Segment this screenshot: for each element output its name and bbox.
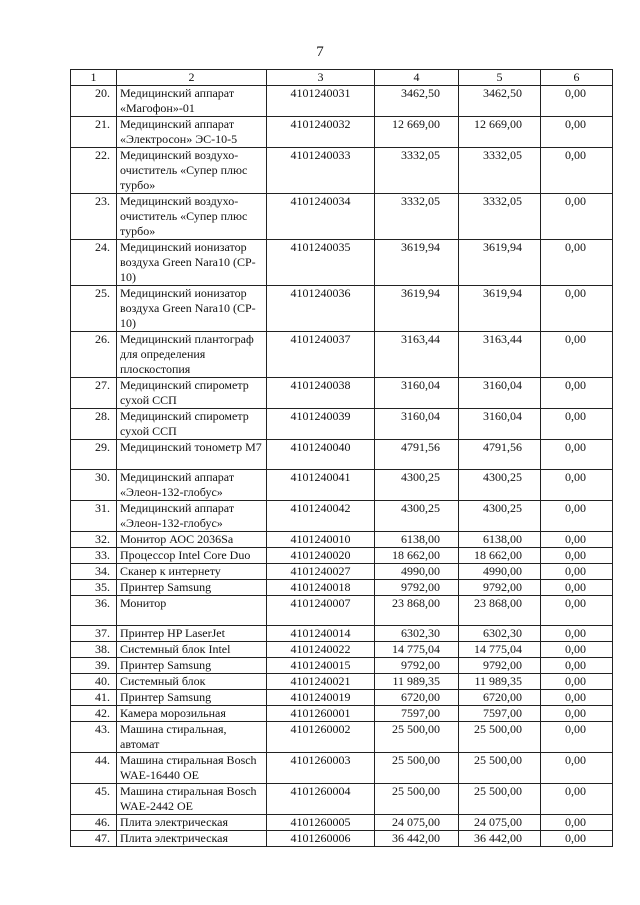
value-col4: 6302,30 (375, 626, 459, 642)
item-name: Медицинский тонометр М7 (117, 440, 267, 470)
item-name: Плита электрическая (117, 815, 267, 831)
table-row (71, 194, 613, 240)
value-col5: 9792,00 (459, 580, 541, 596)
value-col6: 0,00 (541, 596, 613, 626)
col-header: 2 (117, 70, 267, 86)
row-number: 39. (71, 658, 117, 674)
inventory-code: 4101260004 (267, 784, 375, 815)
row-number: 37. (71, 626, 117, 642)
inventory-code: 4101240007 (267, 596, 375, 626)
table-row (71, 332, 613, 378)
value-col5: 4791,56 (459, 440, 541, 470)
value-col4: 9792,00 (375, 658, 459, 674)
table-row (71, 148, 613, 194)
row-number: 30. (71, 470, 117, 501)
inventory-code: 4101240035 (267, 240, 375, 286)
table-row (71, 674, 613, 690)
value-col6: 0,00 (541, 148, 613, 194)
row-number: 46. (71, 815, 117, 831)
value-col5: 18 662,00 (459, 548, 541, 564)
inventory-code: 4101240041 (267, 470, 375, 501)
row-number: 26. (71, 332, 117, 378)
inventory-code: 4101240021 (267, 674, 375, 690)
inventory-code: 4101260002 (267, 722, 375, 753)
inventory-code: 4101240018 (267, 580, 375, 596)
value-col5: 4300,25 (459, 470, 541, 501)
col-header: 3 (267, 70, 375, 86)
item-name: Медицинский спирометр сухой ССП (117, 409, 267, 440)
value-col6: 0,00 (541, 501, 613, 532)
value-col4: 7597,00 (375, 706, 459, 722)
item-name: Системный блок Intel (117, 642, 267, 658)
row-number: 33. (71, 548, 117, 564)
inventory-code: 4101240022 (267, 642, 375, 658)
value-col6: 0,00 (541, 626, 613, 642)
value-col6: 0,00 (541, 240, 613, 286)
item-name: Медицинский ионизатор воздуха Green Nara10 (CP-10) (117, 286, 267, 332)
value-col6: 0,00 (541, 753, 613, 784)
value-col6: 0,00 (541, 378, 613, 409)
item-name: Плита электрическая (117, 831, 267, 847)
value-col4: 3163,44 (375, 332, 459, 378)
header-row (71, 70, 613, 86)
row-number: 38. (71, 642, 117, 658)
value-col5: 6138,00 (459, 532, 541, 548)
value-col5: 3160,04 (459, 378, 541, 409)
table-row (71, 831, 613, 847)
row-number: 36. (71, 596, 117, 626)
asset-table (70, 69, 613, 847)
table-row (71, 378, 613, 409)
value-col5: 3160,04 (459, 409, 541, 440)
value-col4: 12 669,00 (375, 117, 459, 148)
value-col4: 14 775,04 (375, 642, 459, 658)
value-col5: 25 500,00 (459, 722, 541, 753)
item-name: Принтер Samsung (117, 658, 267, 674)
item-name: Процессор Intel Core Duo (117, 548, 267, 564)
item-name: Принтер Samsung (117, 690, 267, 706)
row-number: 42. (71, 706, 117, 722)
item-name: Медицинский ионизатор воздуха Green Nara10 (CP-10) (117, 240, 267, 286)
value-col6: 0,00 (541, 532, 613, 548)
item-name: Машина стиральная Bosch WAE-16440 OE (117, 753, 267, 784)
item-name: Медицинский воздухо-очиститель «Супер плюс турбо» (117, 194, 267, 240)
value-col5: 7597,00 (459, 706, 541, 722)
table-row (71, 470, 613, 501)
value-col4: 3160,04 (375, 378, 459, 409)
col-header: 6 (541, 70, 613, 86)
inventory-code: 4101260006 (267, 831, 375, 847)
value-col6: 0,00 (541, 580, 613, 596)
inventory-code: 4101240042 (267, 501, 375, 532)
value-col6: 0,00 (541, 286, 613, 332)
row-number: 35. (71, 580, 117, 596)
table-row (71, 501, 613, 532)
value-col6: 0,00 (541, 642, 613, 658)
row-number: 41. (71, 690, 117, 706)
inventory-code: 4101240034 (267, 194, 375, 240)
value-col4: 6720,00 (375, 690, 459, 706)
inventory-code: 4101260001 (267, 706, 375, 722)
value-col4: 25 500,00 (375, 784, 459, 815)
value-col4: 3332,05 (375, 148, 459, 194)
inventory-code: 4101240033 (267, 148, 375, 194)
value-col6: 0,00 (541, 332, 613, 378)
inventory-code: 4101240032 (267, 117, 375, 148)
value-col5: 9792,00 (459, 658, 541, 674)
row-number: 25. (71, 286, 117, 332)
inventory-code: 4101260003 (267, 753, 375, 784)
item-name: Сканер к интернету (117, 564, 267, 580)
value-col4: 3332,05 (375, 194, 459, 240)
value-col5: 3619,94 (459, 240, 541, 286)
value-col4: 25 500,00 (375, 753, 459, 784)
value-col4: 24 075,00 (375, 815, 459, 831)
table-row (71, 580, 613, 596)
inventory-code: 4101240037 (267, 332, 375, 378)
value-col5: 4990,00 (459, 564, 541, 580)
value-col4: 9792,00 (375, 580, 459, 596)
item-name: Медицинский воздухо-очиститель «Супер плюс турбо» (117, 148, 267, 194)
value-col6: 0,00 (541, 409, 613, 440)
table-row (71, 642, 613, 658)
item-name: Принтер HP LaserJet (117, 626, 267, 642)
inventory-code: 4101240019 (267, 690, 375, 706)
table-row (71, 753, 613, 784)
value-col5: 6720,00 (459, 690, 541, 706)
value-col4: 23 868,00 (375, 596, 459, 626)
inventory-code: 4101240036 (267, 286, 375, 332)
table-row (71, 722, 613, 753)
item-name: Медицинский аппарат «Электросон» ЭС-10-5 (117, 117, 267, 148)
row-number: 22. (71, 148, 117, 194)
value-col6: 0,00 (541, 117, 613, 148)
row-number: 32. (71, 532, 117, 548)
value-col4: 4300,25 (375, 501, 459, 532)
value-col4: 4791,56 (375, 440, 459, 470)
inventory-code: 4101240020 (267, 548, 375, 564)
value-col6: 0,00 (541, 815, 613, 831)
table-row (71, 286, 613, 332)
value-col6: 0,00 (541, 722, 613, 753)
value-col6: 0,00 (541, 564, 613, 580)
value-col4: 18 662,00 (375, 548, 459, 564)
row-number: 40. (71, 674, 117, 690)
inventory-code: 4101240027 (267, 564, 375, 580)
table-row (71, 626, 613, 642)
item-name: Системный блок (117, 674, 267, 690)
item-name: Монитор АОС 2036Sa (117, 532, 267, 548)
col-header: 5 (459, 70, 541, 86)
table-row (71, 564, 613, 580)
value-col6: 0,00 (541, 194, 613, 240)
value-col4: 36 442,00 (375, 831, 459, 847)
table-row (71, 815, 613, 831)
row-number: 34. (71, 564, 117, 580)
item-name: Медицинский плантограф для определения плоскостопия (117, 332, 267, 378)
value-col4: 4300,25 (375, 470, 459, 501)
value-col4: 11 989,35 (375, 674, 459, 690)
table-row (71, 596, 613, 626)
row-number: 44. (71, 753, 117, 784)
value-col6: 0,00 (541, 658, 613, 674)
value-col5: 3332,05 (459, 148, 541, 194)
inventory-code: 4101240010 (267, 532, 375, 548)
row-number: 23. (71, 194, 117, 240)
item-name: Медицинский аппарат «Элеон-132-глобус» (117, 501, 267, 532)
value-col4: 3160,04 (375, 409, 459, 440)
page-number: 7 (316, 44, 324, 60)
value-col5: 3332,05 (459, 194, 541, 240)
inventory-code: 4101240038 (267, 378, 375, 409)
table-row (71, 784, 613, 815)
inventory-code: 4101240031 (267, 86, 375, 117)
table-row (71, 240, 613, 286)
value-col6: 0,00 (541, 86, 613, 117)
value-col4: 3619,94 (375, 240, 459, 286)
value-col6: 0,00 (541, 674, 613, 690)
value-col5: 3619,94 (459, 286, 541, 332)
row-number: 47. (71, 831, 117, 847)
value-col4: 3462,50 (375, 86, 459, 117)
table-row (71, 658, 613, 674)
row-number: 29. (71, 440, 117, 470)
value-col4: 3619,94 (375, 286, 459, 332)
row-number: 31. (71, 501, 117, 532)
value-col5: 11 989,35 (459, 674, 541, 690)
value-col4: 4990,00 (375, 564, 459, 580)
table-row (71, 117, 613, 148)
value-col5: 12 669,00 (459, 117, 541, 148)
value-col6: 0,00 (541, 470, 613, 501)
value-col6: 0,00 (541, 440, 613, 470)
row-number: 20. (71, 86, 117, 117)
table-row (71, 86, 613, 117)
value-col6: 0,00 (541, 690, 613, 706)
table-row (71, 690, 613, 706)
value-col5: 14 775,04 (459, 642, 541, 658)
inventory-code: 4101240015 (267, 658, 375, 674)
value-col5: 36 442,00 (459, 831, 541, 847)
value-col5: 23 868,00 (459, 596, 541, 626)
item-name: Медицинский спирометр сухой ССП (117, 378, 267, 409)
value-col5: 6302,30 (459, 626, 541, 642)
col-header: 4 (375, 70, 459, 86)
row-number: 45. (71, 784, 117, 815)
table-row (71, 409, 613, 440)
item-name: Монитор (117, 596, 267, 626)
value-col5: 25 500,00 (459, 784, 541, 815)
row-number: 21. (71, 117, 117, 148)
value-col5: 3163,44 (459, 332, 541, 378)
value-col5: 4300,25 (459, 501, 541, 532)
row-number: 43. (71, 722, 117, 753)
value-col4: 25 500,00 (375, 722, 459, 753)
row-number: 28. (71, 409, 117, 440)
item-name: Камера морозильная (117, 706, 267, 722)
table-row (71, 706, 613, 722)
value-col4: 6138,00 (375, 532, 459, 548)
col-header: 1 (71, 70, 117, 86)
item-name: Принтер Samsung (117, 580, 267, 596)
value-col6: 0,00 (541, 784, 613, 815)
value-col6: 0,00 (541, 831, 613, 847)
value-col6: 0,00 (541, 548, 613, 564)
inventory-code: 4101240014 (267, 626, 375, 642)
item-name: Машина стиральная Bosch WAE-2442 OE (117, 784, 267, 815)
inventory-code: 4101240040 (267, 440, 375, 470)
table-row (71, 532, 613, 548)
value-col5: 3462,50 (459, 86, 541, 117)
item-name: Медицинский аппарат «Магофон»-01 (117, 86, 267, 117)
table-row (71, 440, 613, 470)
inventory-code: 4101240039 (267, 409, 375, 440)
value-col5: 25 500,00 (459, 753, 541, 784)
item-name: Машина стиральная, автомат (117, 722, 267, 753)
item-name: Медицинский аппарат «Элеон-132-глобус» (117, 470, 267, 501)
value-col6: 0,00 (541, 706, 613, 722)
row-number: 27. (71, 378, 117, 409)
inventory-code: 4101260005 (267, 815, 375, 831)
row-number: 24. (71, 240, 117, 286)
table-row (71, 548, 613, 564)
value-col5: 24 075,00 (459, 815, 541, 831)
